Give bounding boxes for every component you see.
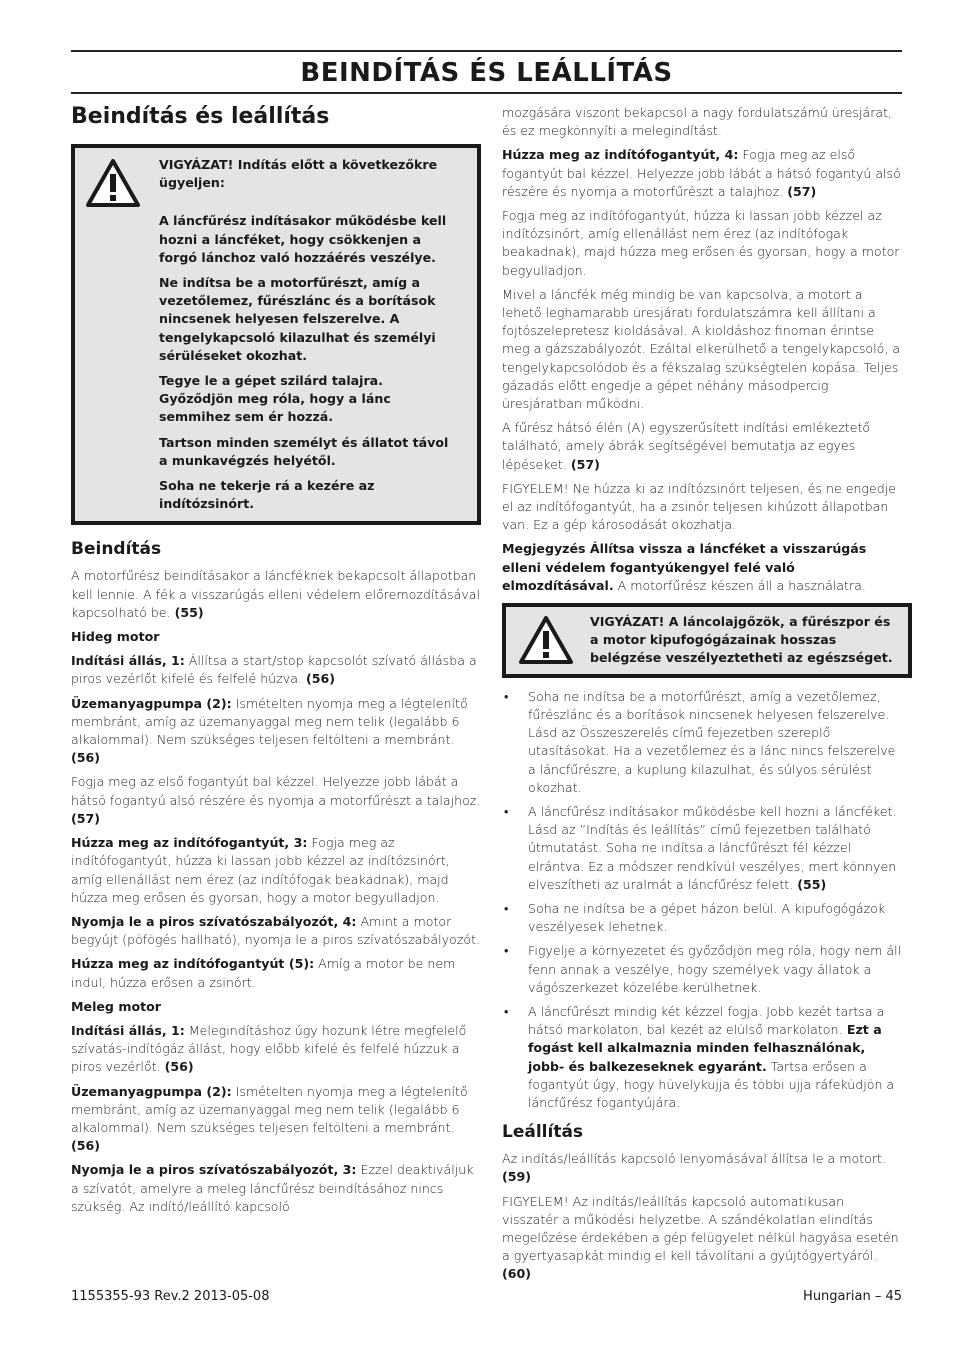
warning-line: VIGYÁZAT! A láncolajgőzök, a fűrészpor és a motor kipufogógázainak hosszas belégzése veszélyeztetheti az egészséget. — [590, 614, 893, 666]
list-item: • A láncfűrészt mindig két kézzel fogja. Jobb kezét tartsa a hátsó markolaton, bal kezét az elülső markolaton. Ezt a fogást kell alkalmaznia minden felhasználónak, jobb- és balkezeseknek egyaránt. Tartsa erősen a fogantyút úgy, hogy hüvelykujja és többi ujja ráfeküdjön a láncfűrész fogantyújára. — [502, 1003, 902, 1112]
paragraph: Indítási állás, 1: Állítsa a start/stop kapcsolót szívató állásba a piros vezérlőt kifelé és felfelé húzva. (56) — [71, 653, 477, 687]
right-column — [502, 104, 902, 1290]
warning-line: Ne indítsa be a motorfűrészt, amíg a vezetőlemez, fűrészlánc és a borítások nincsenek helyesen felszerelve. A tengelykapcsoló kilazulhat és személyi sérüléseket okozhat. — [159, 275, 436, 363]
warning-line: A láncfűrész indításakor működésbe kell hozni a láncféket, hogy csökkenjen a forgó lánchoz való hozzáérés veszélye. — [159, 213, 447, 265]
footer-page-number: Hungarian – 45 — [803, 1289, 902, 1304]
safety-bullet-list — [502, 688, 902, 1112]
subheading-meleg-motor: Meleg motor — [71, 998, 161, 1014]
paragraph: Mivel a láncfék még mindig be van kapcsolva, a motort a lehető leghamarabb üresjárati fordulatszámra kell állítani a fojtószelepretesz kioldásával. A kioldáshoz finoman érintse meg a gázszabályozót. Ezáltal elkerülhető a tengelykapcsoló, a tengelykapcsolódob és a fékszalag szükségtelen kopása. Teljes gázadás előtt engedje a gépet néhány másodpercig üresjáratban működni. — [502, 286, 901, 412]
paragraph: Nyomja le a piros szívatószabályozót, 3: Ezzel deaktiváljuk a szívatót, amelyre a meleg láncfűrész beindításához nincs szükség. Az indító/leállító kapcsoló — [71, 1162, 474, 1214]
paragraph: FIGYELEM! Az indítás/leállítás kapcsoló automatikusan visszatér a működési helyzetbe. A szándékolatlan elindítás megelőzése érdekében a gép felügyelet nélkül hagyása esetén a gyertyasapkát mindig el kell távolítani a gyújtógyertyáról. (60) — [502, 1193, 899, 1282]
paragraph: Húzza meg az indítófogantyút (5): Amíg a motor be nem indul, húzza erősen a zsinórt. — [71, 956, 456, 990]
warning-line: Tegye le a gépet szilárd talajra. Győződjön meg róla, hogy a lánc semmihez sem ér hozzá. — [159, 373, 391, 425]
paragraph: A fűrész hátsó élén (A) egyszerűsített indítási emlékeztető található, amely ábrák segítségével bemutatja az egyes lépéseket. (57) — [502, 420, 871, 472]
section-title: Beindítás és leállítás — [71, 104, 330, 129]
paragraph: mozgására viszont bekapcsol a nagy fordulatszámú üresjárat, és ez megkönnyíti a melegindítást. — [502, 105, 893, 139]
subheading-hideg-motor: Hideg motor — [71, 629, 160, 645]
warning-triangle-icon — [85, 158, 141, 212]
warning-text — [159, 156, 461, 513]
paragraph: Fogja meg az első fogantyút bal kézzel. Helyezze jobb lábát a hátsó fogantyú alsó részére és nyomja a motorfűrészt a talajhoz. (57) — [71, 774, 481, 826]
warning-box-fumes — [502, 603, 912, 678]
warning-line: VIGYÁZAT! Indítás előtt a következőkre ügyeljen: — [159, 157, 438, 191]
warning-line: Tartson minden személyt és állatot távol a munkavégzés helyétől. — [159, 434, 449, 468]
paragraph: Üzemanyagpumpa (2): Ismételten nyomja meg a légtelenítő membránt, amíg az üzemanyaggal meg nem telik (legalább 6 alkalommal). Nem szükséges teljesen feltölteni a membránt. (56) — [71, 1083, 468, 1154]
list-item: • Soha ne indítsa be a gépet házon belül. A kipufogógázok veszélyesek lehetnek. — [502, 900, 902, 936]
warning-box-start — [71, 144, 481, 525]
subsection-title-leallitas: Leállítás — [502, 1122, 584, 1143]
warning-line: Soha ne tekerje rá a kezére az indítózsinórt. — [159, 478, 375, 512]
paragraph: FIGYELEM! Ne húzza ki az indítózsinórt teljesen, és ne engedje el az indítófogantyút, ha a zsinór teljesen kihúzott állapotban van. Ez a gép károsodását okozhatja. — [502, 480, 896, 533]
page-title: BEINDÍTÁS ÉS LEÁLLÍTÁS — [71, 50, 902, 94]
list-item: • Figyelje a környezetet és győződjön meg róla, hogy nem áll fenn annak a veszélye, hogy személyek vagy állatok a vágószerkezet közelébe kerülhetnek. — [502, 942, 902, 997]
paragraph: Húzza meg az indítófogantyút, 3: Fogja meg az indítófogantyút, húzza ki lassan jobb kézzel az indítózsinórt, amíg ellenállást nem érez (az indítófogak beakadnak), majd húzza meg erősen és gyorsan, hogy a motor begyulladjon. — [71, 835, 450, 905]
footer-doc-number: 1155355-93 Rev.2 2013-05-08 — [71, 1289, 270, 1304]
paragraph: Indítási állás, 1: Melegindításhoz úgy hozunk létre megfelelő szívatás-indítógáz állást, hogy előbb kifelé és felfelé húzzuk a piros vezérlőt. (56) — [71, 1022, 467, 1075]
paragraph: Az indítás/leállítás kapcsoló lenyomásával állítsa le a motort. (59) — [502, 1151, 886, 1185]
warning-triangle-icon — [518, 615, 574, 669]
warning-text — [590, 613, 894, 668]
list-item: • A láncfűrész indításakor működésbe kell hozni a láncféket. Lásd az ”Indítás és leállítás” című fejezetben található útmutatást. Soha ne indítsa a láncfűrészt fél kézzel elrántva. Ez a módszer rendkívül veszélyes, mert könnyen elveszítheti az uralmát a láncfűrész felett. (55) — [502, 803, 902, 894]
paragraph: A motorfűrész beindításakor a láncféknek bekapcsolt állapotban kell lennie. A fék a visszarúgás elleni védelem előremozdításával kapcsolható be. (55) — [71, 568, 480, 620]
paragraph: Üzemanyagpumpa (2): Ismételten nyomja meg a légtelenítő membránt, amíg az üzemanyaggal meg nem telik (legalább 6 alkalommal). Nem szükséges teljesen feltölteni a membránt. (56) — [71, 695, 468, 766]
subsection-title-beinditas: Beindítás — [71, 539, 162, 560]
paragraph: Megjegyzés Állítsa vissza a láncféket a visszarúgás elleni védelem fogantyúkengyel felé való elmozdításával. A motorfűrész készen áll a használatra. — [502, 541, 867, 593]
paragraph: Húzza meg az indítófogantyút, 4: Fogja meg az első fogantyút bal kézzel. Helyezze jobb lábát a hátsó fogantyú alsó részére és nyomja a motorfűrészt a talajhoz. (57) — [502, 147, 901, 199]
paragraph: Fogja meg az indítófogantyút, húzza ki lassan jobb kézzel az indítózsinórt, amíg ellenállást nem érez (az indítófogak beakadnak), majd húzza meg erősen és gyorsan, hogy a motor begyulladjon. — [502, 208, 900, 278]
left-column — [71, 104, 481, 1222]
paragraph: Nyomja le a piros szívatószabályozót, 4: Amint a motor begyújt (pöfögés hallható), nyomja le a piros szívatószabályozót. — [71, 913, 481, 948]
list-item: • Soha ne indítsa be a motorfűrészt, amíg a vezetőlemez, fűrészlánc és a borítások nincsenek helyesen felszerelve. Lásd az Összeszerelés című fejezetben szereplő utasításokat. Ha a vezetőlemez és a lánc nincs felszerelve a láncfűrészre, a kuplung kilazulhat, és súlyos sérülést okozhat. — [502, 688, 902, 797]
